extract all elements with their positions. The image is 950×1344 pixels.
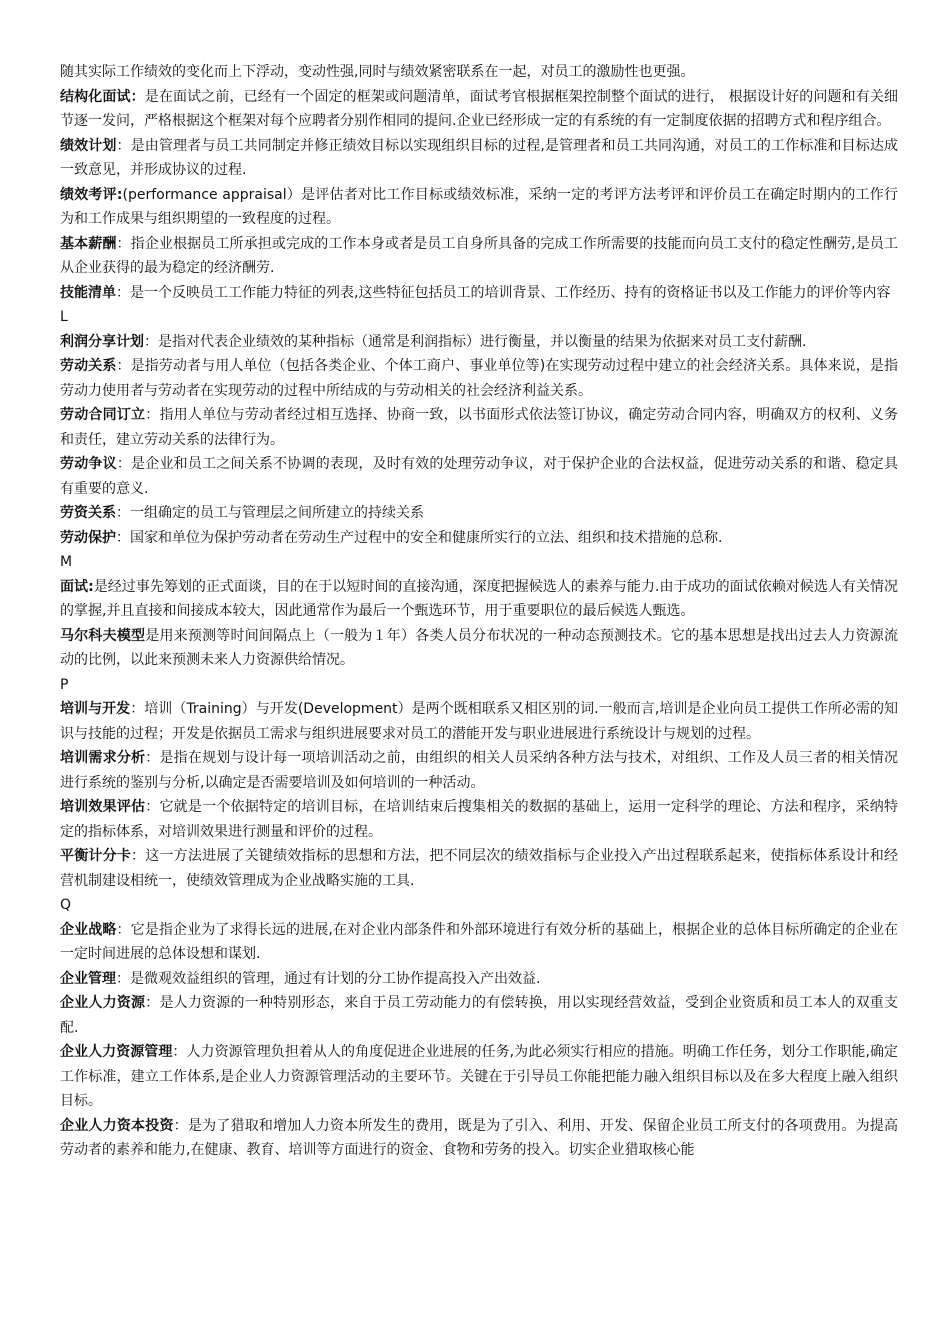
definition-text: ：它就是一个依据特定的培训目标，在培训结束后搜集相关的数据的基础上，运用一定科学的理论、方法和程序，采纳特定的指标体系，对培训效果进行测量和评价的过程。 <box>60 799 899 840</box>
definition-labor-management-relations <box>60 501 898 526</box>
term-label: 利润分享计划 <box>60 333 144 350</box>
term-label: 劳动关系 <box>60 358 117 374</box>
definition-text: ：指企业根据员工所承担或完成的工作本身或者是员工自身所具备的完成工作所需要的技能而向员工支付的稳定性酬劳,是员工从企业获得的最为稳定的经济酬劳. <box>60 235 898 276</box>
definition-profit-sharing <box>60 330 898 355</box>
term-label: 企业管理 <box>60 970 116 987</box>
paragraph <box>60 60 898 85</box>
definition-balanced-scorecard <box>60 844 898 893</box>
term-label: 培训与开发 <box>60 701 131 717</box>
term-label: 平衡计分卡 <box>60 848 132 864</box>
definition-markov-model <box>60 624 898 673</box>
section-letter-l: L <box>60 309 68 325</box>
definition-text: ：是指劳动者与用人单位（包括各类企业、个体工商户、事业单位等)在实现劳动过程中建立的社会经济关系。具体来说，是指劳动力使用者与劳动者在实现劳动的过程中所结成的与劳动相关的社会经济利益关系。 <box>60 358 899 399</box>
paragraph-body: 随其实际工作绩效的变化而上下浮动，变动性强,同时与绩效紧密联系在一起，对员工的激励性也更强。 <box>60 64 695 80</box>
definition-performance-plan <box>60 134 898 183</box>
definition-text: ：指用人单位与劳动者经过相互选择、协商一致，以书面形式依法签订协议，确定劳动合同内容，明确双方的权利、义务和责任，建立劳动关系的法律行为。 <box>60 407 899 448</box>
definition-training-development <box>60 697 898 746</box>
definition-text: ：是指在规划与设计每一项培训活动之前，由组织的相关人员采纳各种方法与技术，对组织、工作及人员三者的相关情况进行系统的鉴别与分析,以确定是否需要培训及如何培训的一种活动。 <box>60 750 899 791</box>
term-label: 企业人力资源管理 <box>60 1044 173 1060</box>
section-letter-p: P <box>60 676 69 693</box>
term-label: 结构化面试： <box>60 88 145 105</box>
section-letter-m: M <box>60 554 73 570</box>
term-label: 马尔科夫模型 <box>60 627 146 644</box>
definition-structured-interview <box>60 85 898 134</box>
definition-text: 是经过事先筹划的正式面谈，目的在于以短时间的直接沟通，深度把握候选人的素养与能力.由于成功的面试依赖对候选人有关情况的掌握,并且直接和间接成本较大，因此通常作为最后一个甄选环节，用于重要职位的最后候选人甄选。 <box>60 578 898 619</box>
term-label: 培训效果评估 <box>60 799 146 815</box>
definition-labor-protection <box>60 526 898 551</box>
term-label: 企业人力资本投资 <box>60 1117 174 1134</box>
term-label: 绩效考评: <box>60 186 123 203</box>
definition-text: ：它是指企业为了求得长远的进展,在对企业内部条件和外部环境进行有效分析的基础上，根据企业的总体目标所确定的企业在一定时间进展的总体设想和谋划. <box>60 921 898 962</box>
definition-text: ：是由管理者与员工共同制定并修正绩效目标以实现组织目标的过程,是管理者和员工共同沟通，对员工的工作标准和目标达成一致意见，并形成协议的过程. <box>60 137 898 178</box>
definition-labor-contract <box>60 403 898 452</box>
section-letter-q: Q <box>60 897 72 913</box>
term-label: 劳动争议 <box>60 456 117 472</box>
definition-text: ：国家和单位为保护劳动者在劳动生产过程中的安全和健康所实行的立法、组织和技术措施的总称. <box>116 529 723 546</box>
term-label: 基本薪酬 <box>60 235 117 252</box>
definition-base-pay <box>60 232 898 281</box>
term-label: 培训需求分析 <box>60 750 146 766</box>
term-label: 面试: <box>60 578 94 595</box>
definition-enterprise-hr <box>60 991 898 1040</box>
term-label: 劳动合同订立 <box>60 407 146 423</box>
definition-interview <box>60 575 898 624</box>
term-label: 劳动保护 <box>60 529 116 546</box>
definition-corporate-strategy <box>60 918 898 967</box>
definition-skills-inventory <box>60 281 898 306</box>
definition-text: ：是人力资源的一种特别形态，来自于员工劳动能力的有偿转换，用以实现经营效益，受到企业资质和员工本人的双重支配. <box>60 995 899 1036</box>
definition-text: ：是企业和员工之间关系不协调的表现，及时有效的处理劳动争议，对于保护企业的合法权益，促进劳动关系的和谐、稳定具有重要的意义. <box>60 456 898 497</box>
document-page <box>60 60 898 1163</box>
definition-labor-relations <box>60 354 898 403</box>
definition-training-evaluation <box>60 795 898 844</box>
term-label: 企业人力资源 <box>60 995 146 1011</box>
definition-enterprise-hrm <box>60 1040 898 1114</box>
term-label: 劳资关系 <box>60 505 116 521</box>
definition-enterprise-management <box>60 967 898 992</box>
definition-text: 是在面试之前，已经有一个固定的框架或问题清单，面试考官根据框架控制整个面试的进行， 根据设计好的问题和有关细节逐一发问，严格根据这个框架对每个应聘者分别作相同的提问.企业已经形成一定的有系统的有一定制度依据的招聘方式和程序组合。 <box>60 88 899 129</box>
definition-text: ：培训（Training）与开发(Development）是两个既相联系又相区别的词.一般而言,培训是企业向员工提供工作所必需的知识与技能的过程；开发是依据员工需求与组织进展要求对员工的潜能开发与职业进展进行系统设计与规划的过程。 <box>60 701 898 742</box>
term-label: 绩效计划 <box>60 137 117 154</box>
definition-text: ：这一方法进展了关键绩效指标的思想和方法，把不同层次的绩效指标与企业投入产出过程联系起来，使指标体系设计和经营机制建设相统一，使绩效管理成为企业战略实施的工具. <box>60 848 899 889</box>
definition-human-capital-investment <box>60 1114 898 1163</box>
definition-text: ：是指对代表企业绩效的某种指标（通常是利润指标）进行衡量，并以衡量的结果为依据来对员工支付薪酬. <box>144 333 807 350</box>
definition-text: (performance appraisal）是评估者对比工作目标或绩效标准，采纳一定的考评方法考评和评价员工在确定时期内的工作行为和工作成果与组织期望的一致程度的过程。 <box>60 186 898 227</box>
term-label: 企业战略 <box>60 921 117 938</box>
definition-performance-appraisal <box>60 183 898 232</box>
definition-text: ：人力资源管理负担着从人的角度促进企业进展的任务,为此必须实行相应的措施。明确工作任务，划分工作职能,确定工作标准，建立工作体系,是企业人力资源管理活动的主要环节。关键在于引导员工你能把能力融入组织目标以及在多大程度上融入组织目标。 <box>60 1044 899 1109</box>
term-label: 技能清单 <box>60 284 116 301</box>
definition-training-needs-analysis <box>60 746 898 795</box>
definition-text: ：是为了猎取和增加人力资本所发生的费用，既是为了引入、利用、开发、保留企业员工所支付的各项费用。为提高劳动者的素养和能力,在健康、教育、培训等方面进行的资金、食物和劳务的投入。切实企业猎取核心能 <box>60 1117 898 1158</box>
definition-text: 是用来预测等时间间隔点上（一般为１年）各类人员分布状况的一种动态预测技术。它的基本思想是找出过去人力资源流动的比例，以此来预测未来人力资源供给情况。 <box>60 627 899 668</box>
definition-text: ：是微观效益组织的管理，通过有计划的分工协作提高投入产出效益. <box>116 970 541 987</box>
definition-text: ：一组确定的员工与管理层之间所建立的持续关系 <box>116 505 424 521</box>
definition-labor-dispute <box>60 452 898 501</box>
definition-text: ：是一个反映员工工作能力特征的列表,这些特征包括员工的培训背景、工作经历、持有的资格证书以及工作能力的评价等内容 <box>116 284 891 301</box>
